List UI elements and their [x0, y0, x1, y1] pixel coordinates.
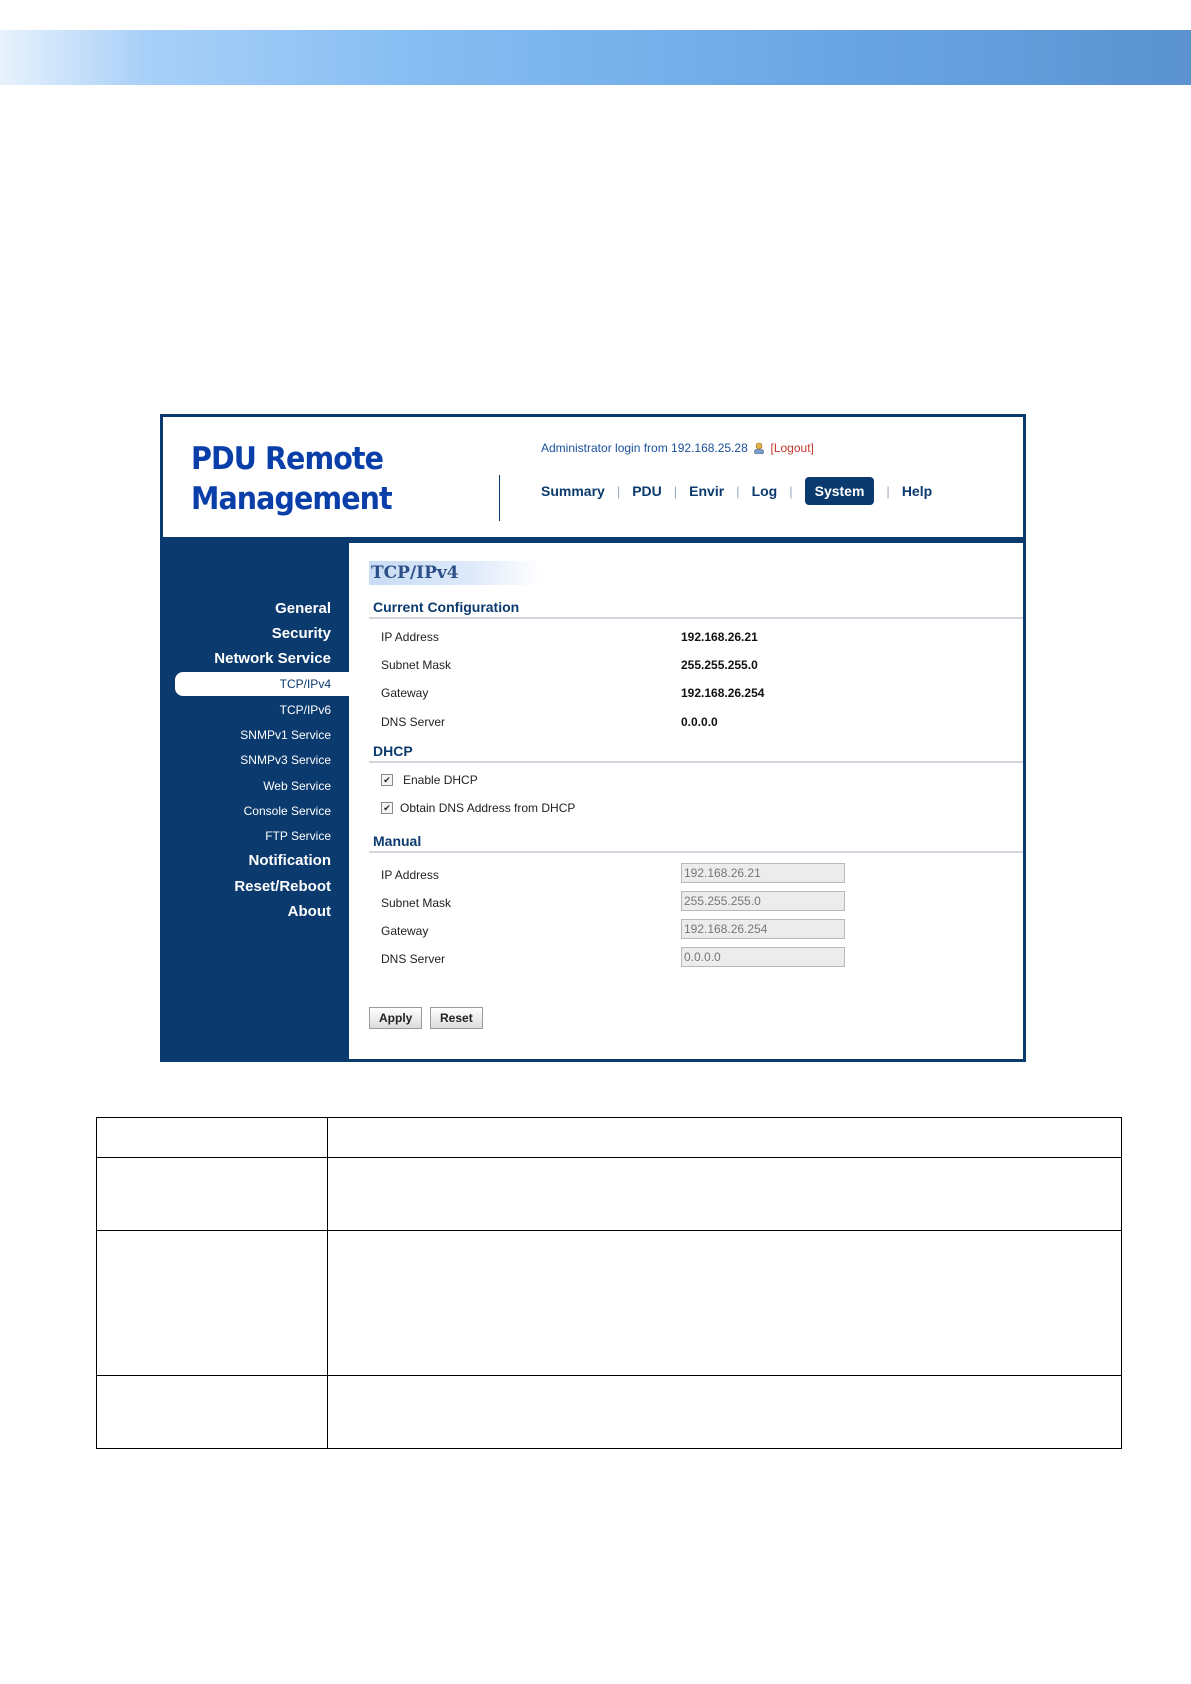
enable-dhcp-checkbox[interactable]: ✔ [381, 774, 393, 786]
nav-log[interactable]: Log [751, 483, 778, 499]
sidebar-item-console-service[interactable]: Console Service [243, 804, 331, 818]
sidebar-item-notification[interactable]: Notification [248, 852, 331, 869]
sidebar-item-tcp-ipv4[interactable] [175, 672, 349, 696]
nav-pdu[interactable]: PDU [632, 483, 662, 499]
description-table [96, 1117, 1122, 1449]
manual-gateway-input[interactable] [681, 919, 845, 939]
reset-button[interactable]: Reset [430, 1007, 483, 1029]
sidebar-item-snmpv3[interactable]: SNMPv3 Service [240, 753, 331, 767]
table-cell [328, 1376, 1122, 1449]
user-icon [753, 442, 765, 454]
table-cell [97, 1158, 328, 1231]
login-status [541, 441, 814, 455]
nav-envir[interactable]: Envir [689, 483, 725, 499]
table-row [97, 1231, 1122, 1376]
section-dhcp: DHCP [373, 743, 413, 759]
login-text: Administrator login from 192.168.25.28 [541, 441, 748, 455]
table-cell [328, 1158, 1122, 1231]
current-gateway-value: 192.168.26.254 [681, 686, 765, 700]
nav-separator: | [616, 483, 621, 499]
logo-line-1: PDU Remote [191, 441, 384, 477]
page-header-band [0, 30, 1191, 85]
obtain-dns-row [381, 801, 575, 815]
nav-separator: | [673, 483, 678, 499]
sidebar-item-network-service[interactable]: Network Service [214, 650, 331, 667]
sidebar [163, 543, 349, 1062]
current-dns-label: DNS Server [381, 715, 446, 729]
sidebar-item-tcp-ipv6[interactable]: TCP/IPv6 [279, 703, 331, 717]
current-ip-value: 192.168.26.21 [681, 630, 758, 644]
sidebar-item-reset-reboot[interactable]: Reset/Reboot [234, 878, 331, 895]
table-row [97, 1118, 1122, 1158]
nav-separator: | [886, 483, 890, 499]
sidebar-item-general[interactable]: General [275, 600, 331, 617]
sidebar-item-web-service[interactable]: Web Service [263, 779, 331, 793]
table-row [97, 1376, 1122, 1449]
enable-dhcp-label: Enable DHCP [403, 773, 478, 787]
table-cell [97, 1231, 328, 1376]
logout-link[interactable]: [Logout] [770, 441, 814, 455]
section-manual: Manual [373, 833, 422, 849]
apply-button[interactable]: Apply [369, 1007, 422, 1029]
section-divider [369, 851, 1023, 853]
sidebar-item-about[interactable]: About [287, 903, 331, 920]
app-logo [191, 439, 392, 519]
manual-gateway-label: Gateway [381, 924, 429, 938]
current-mask-label: Subnet Mask [381, 658, 452, 672]
sidebar-item-ftp-service[interactable]: FTP Service [265, 829, 331, 843]
app-header [163, 417, 1023, 539]
current-gateway-label: Gateway [381, 686, 429, 700]
header-divider [499, 475, 500, 521]
pdu-web-ui-screenshot [160, 414, 1026, 1062]
page-title: TCP/IPv4 [369, 561, 541, 585]
manual-ip-label: IP Address [381, 868, 439, 882]
current-dns-value: 0.0.0.0 [681, 715, 718, 729]
nav-system[interactable]: System [805, 477, 875, 505]
nav-separator: | [789, 483, 793, 499]
table-cell [328, 1231, 1122, 1376]
table-cell [97, 1376, 328, 1449]
sidebar-item-label: TCP/IPv4 [279, 677, 331, 691]
section-divider [369, 617, 1023, 619]
section-current-configuration: Current Configuration [373, 599, 520, 615]
main-content [349, 543, 1023, 1062]
logo-line-2: Management [191, 481, 392, 517]
top-navigation [541, 477, 932, 505]
table-cell [328, 1118, 1122, 1158]
enable-dhcp-row [381, 773, 478, 787]
obtain-dns-checkbox[interactable]: ✔ [381, 802, 393, 814]
manual-mask-label: Subnet Mask [381, 896, 452, 910]
table-row [97, 1158, 1122, 1231]
manual-ip-input[interactable] [681, 863, 845, 883]
manual-dns-input[interactable] [681, 947, 845, 967]
manual-mask-input[interactable] [681, 891, 845, 911]
table-cell [97, 1118, 328, 1158]
nav-help[interactable]: Help [901, 483, 933, 499]
sidebar-item-snmpv1[interactable]: SNMPv1 Service [240, 728, 331, 742]
sidebar-item-security[interactable]: Security [271, 625, 331, 642]
obtain-dns-label: Obtain DNS Address from DHCP [400, 801, 576, 815]
section-divider [369, 761, 1023, 763]
current-ip-label: IP Address [381, 630, 439, 644]
manual-dns-label: DNS Server [381, 952, 446, 966]
nav-summary[interactable]: Summary [541, 483, 605, 499]
current-mask-value: 255.255.255.0 [681, 658, 758, 672]
nav-separator: | [736, 483, 740, 499]
